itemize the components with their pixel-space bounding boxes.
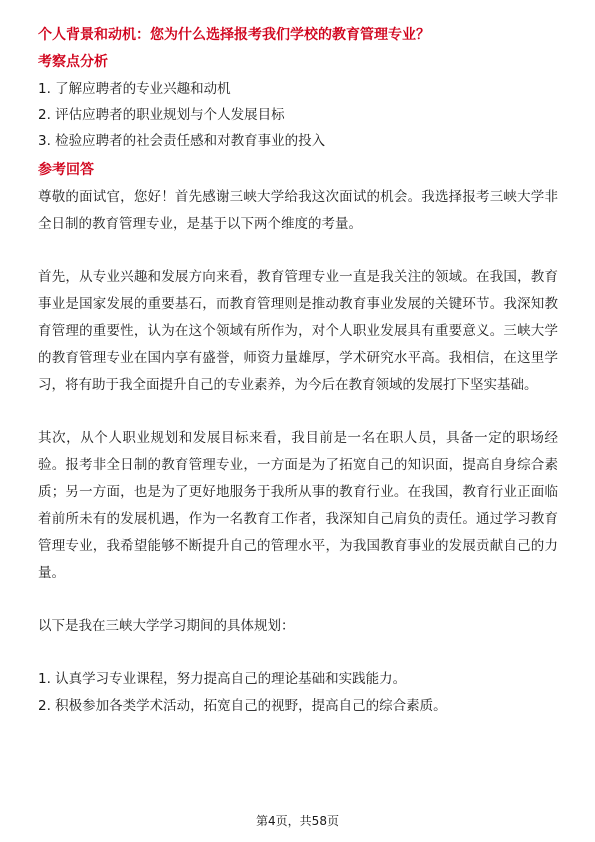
- answer-body: [38, 184, 558, 720]
- answer-heading: 参考回答: [38, 162, 94, 178]
- analysis-points: [38, 76, 558, 154]
- analysis-point: 1. 了解应聘者的专业兴趣和动机: [38, 81, 231, 97]
- analysis-point: 2. 评估应聘者的职业规划与个人发展目标: [38, 107, 285, 123]
- answer-paragraph: 尊敬的面试官，您好！首先感谢三峡大学给我这次面试的机会。我选择报考三峡大学非全日制的教育管理专业，是基于以下两个维度的考量。: [38, 189, 558, 232]
- answer-paragraph: 首先，从专业兴趣和发展方向来看，教育管理专业一直是我关注的领域。在我国，教育事业是国家发展的重要基石，而教育管理则是推动教育事业发展的关键环节。我深知教育管理的重要性，认为在这个领域有所作为，对个人职业发展具有重要意义。三峡大学的教育管理专业在国内享有盛誉，师资力量雄厚，学术研究水平高。我相信，在这里学习，将有助于我全面提升自己的专业素养，为今后在教育领域的发展打下坚实基础。: [38, 269, 558, 393]
- question-heading: 个人背景和动机：您为什么选择报考我们学校的教育管理专业？: [38, 27, 430, 43]
- plan-item: 2. 积极参加各类学术活动，拓宽自己的视野，提高自己的综合素质。: [38, 698, 447, 714]
- plan-item: 1. 认真学习专业课程，努力提高自己的理论基础和实践能力。: [38, 671, 407, 687]
- plan-intro: 以下是我在三峡大学学习期间的具体规划：: [38, 618, 295, 634]
- page-number: 第4页，共58页: [256, 814, 339, 828]
- answer-paragraph: 其次，从个人职业规划和发展目标来看，我目前是一名在职人员，具备一定的职场经验。报考非全日制的教育管理专业，一方面是为了拓宽自己的知识面，提高自身综合素质；另一方面，也是为了更好地服务于我所从事的教育行业。在我国，教育行业正面临着前所未有的发展机遇，作为一名教育工作者，我深知自己肩负的责任。通过学习教育管理专业，我希望能够不断提升自己的管理水平，为我国教育事业的发展贡献自己的力量。: [38, 430, 558, 581]
- analysis-heading: 考察点分析: [38, 54, 108, 70]
- document-page: [38, 24, 558, 720]
- analysis-point: 3. 检验应聘者的社会责任感和对教育事业的投入: [38, 133, 326, 149]
